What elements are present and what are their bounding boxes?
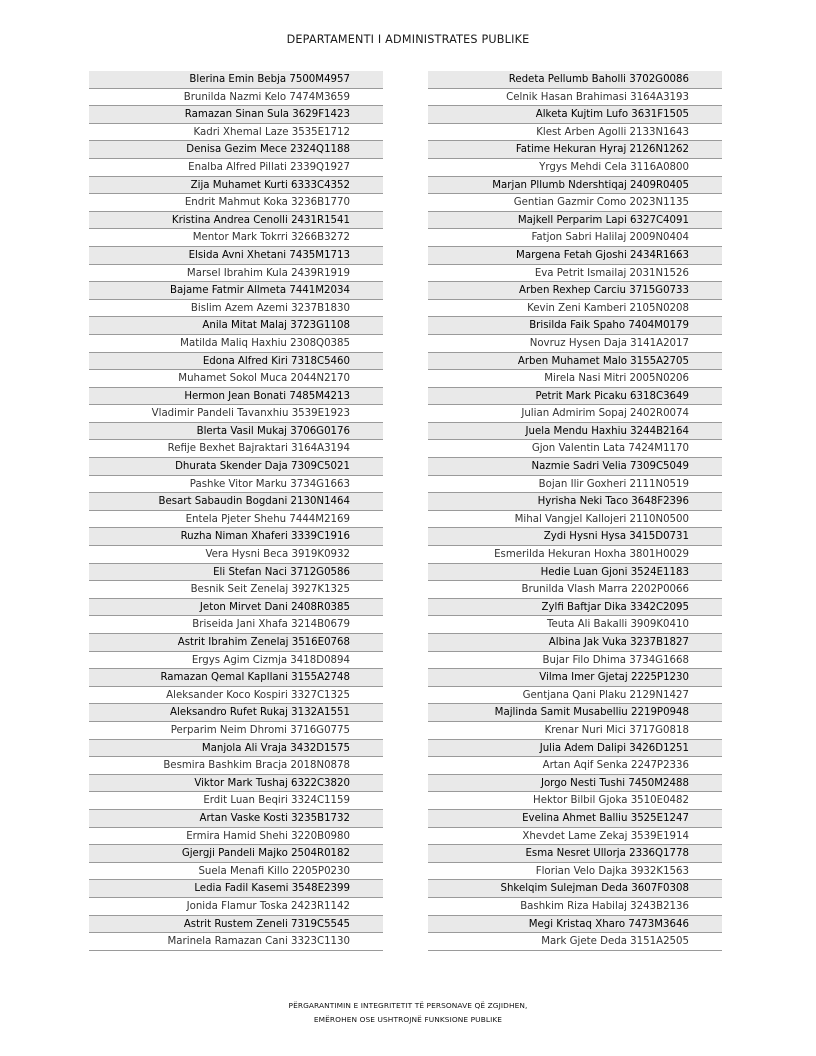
list-item: Ermira Hamid Shehi 3220B0980 bbox=[89, 828, 383, 846]
list-item: Petrit Mark Picaku 6318C3649 bbox=[428, 388, 722, 406]
list-item: Brunilda Nazmi Kelo 7474M3659 bbox=[89, 89, 383, 107]
list-item: Fatjon Sabri Halilaj 2009N0404 bbox=[428, 229, 722, 247]
list-item: Besnik Seit Zenelaj 3927K1325 bbox=[89, 581, 383, 599]
list-item: Jorgo Nesti Tushi 7450M2488 bbox=[428, 775, 722, 793]
list-item: Bujar Filo Dhima 3734G1668 bbox=[428, 652, 722, 670]
list-item: Hermon Jean Bonati 7485M4213 bbox=[89, 388, 383, 406]
list-item: Pashke Vitor Marku 3734G1663 bbox=[89, 476, 383, 494]
list-item: Esma Nesret Ullorja 2336Q1778 bbox=[428, 845, 722, 863]
list-item: Ruzha Niman Xhaferi 3339C1916 bbox=[89, 528, 383, 546]
list-item: Zija Muhamet Kurti 6333C4352 bbox=[89, 177, 383, 195]
list-item: Refije Bexhet Bajraktari 3164A3194 bbox=[89, 440, 383, 458]
list-item: Marsel Ibrahim Kula 2439R1919 bbox=[89, 265, 383, 283]
list-item: Hedie Luan Gjoni 3524E1183 bbox=[428, 564, 722, 582]
right-name-list bbox=[428, 71, 722, 951]
list-item: Manjola Ali Vraja 3432D1575 bbox=[89, 740, 383, 758]
list-item: Vilma Imer Gjetaj 2225P1230 bbox=[428, 669, 722, 687]
list-item: Blerta Vasil Mukaj 3706G0176 bbox=[89, 423, 383, 441]
list-item: Redeta Pellumb Baholli 3702G0086 bbox=[428, 71, 722, 89]
list-item: Arben Muhamet Malo 3155A2705 bbox=[428, 353, 722, 371]
footer-line-2: EMËROHEN OSE USHTROJNË FUNKSIONE PUBLIKE bbox=[313, 1014, 503, 1024]
list-item: Aleksandro Rufet Rukaj 3132A1551 bbox=[89, 704, 383, 722]
list-item: Anila Mitat Malaj 3723G1108 bbox=[89, 317, 383, 335]
list-item: Mirela Nasi Mitri 2005N0206 bbox=[428, 370, 722, 388]
list-item: Brisilda Faik Spaho 7404M0179 bbox=[428, 317, 722, 335]
list-item: Yrgys Mehdi Cela 3116A0800 bbox=[428, 159, 722, 177]
list-item: Bojan Ilir Goxheri 2111N0519 bbox=[428, 476, 722, 494]
list-item: Megi Kristaq Xharo 7473M3646 bbox=[428, 916, 722, 934]
list-item: Krenar Nuri Mici 3717G0818 bbox=[428, 722, 722, 740]
list-item: Enalba Alfred Pillati 2339Q1927 bbox=[89, 159, 383, 177]
list-item: Besart Sabaudin Bogdani 2130N1464 bbox=[89, 493, 383, 511]
list-item: Entela Pjeter Shehu 7444M2169 bbox=[89, 511, 383, 529]
list-item: Julia Adem Dalipi 3426D1251 bbox=[428, 740, 722, 758]
list-item: Briseida Jani Xhafa 3214B0679 bbox=[89, 616, 383, 634]
list-item: Mentor Mark Tokrri 3266B3272 bbox=[89, 229, 383, 247]
list-item: Blerina Emin Bebja 7500M4957 bbox=[89, 71, 383, 89]
list-item: Ramazan Qemal Kapllani 3155A2748 bbox=[89, 669, 383, 687]
list-item: Dhurata Skender Daja 7309C5021 bbox=[89, 458, 383, 476]
list-item: Klest Arben Agolli 2133N1643 bbox=[428, 124, 722, 142]
list-item: Astrit Ibrahim Zenelaj 3516E0768 bbox=[89, 634, 383, 652]
list-item: Margena Fetah Gjoshi 2434R1663 bbox=[428, 247, 722, 265]
list-item: Julian Admirim Sopaj 2402R0074 bbox=[428, 405, 722, 423]
list-item: Esmerilda Hekuran Hoxha 3801H0029 bbox=[428, 546, 722, 564]
list-item: Bislim Azem Azemi 3237B1830 bbox=[89, 300, 383, 318]
list-item: Matilda Maliq Haxhiu 2308Q0385 bbox=[89, 335, 383, 353]
list-item: Zylfi Baftjar Dika 3342C2095 bbox=[428, 599, 722, 617]
list-item: Perparim Neim Dhromi 3716G0775 bbox=[89, 722, 383, 740]
list-item: Teuta Ali Bakalli 3909K0410 bbox=[428, 616, 722, 634]
list-item: Majlinda Samit Musabelliu 2219P0948 bbox=[428, 704, 722, 722]
list-item: Bashkim Riza Habilaj 3243B2136 bbox=[428, 898, 722, 916]
list-item: Ledia Fadil Kasemi 3548E2399 bbox=[89, 880, 383, 898]
list-item: Marjan Pllumb Ndershtiqaj 2409R0405 bbox=[428, 177, 722, 195]
list-item: Hektor Bilbil Gjoka 3510E0482 bbox=[428, 792, 722, 810]
list-item: Shkelqim Sulejman Deda 3607F0308 bbox=[428, 880, 722, 898]
list-item: Novruz Hysen Daja 3141A2017 bbox=[428, 335, 722, 353]
list-item: Jonida Flamur Toska 2423R1142 bbox=[89, 898, 383, 916]
list-item: Artan Aqif Senka 2247P2336 bbox=[428, 757, 722, 775]
list-item: Vera Hysni Beca 3919K0932 bbox=[89, 546, 383, 564]
list-item: Celnik Hasan Brahimasi 3164A3193 bbox=[428, 89, 722, 107]
list-item: Muhamet Sokol Muca 2044N2170 bbox=[89, 370, 383, 388]
list-item: Marinela Ramazan Cani 3323C1130 bbox=[89, 933, 383, 951]
list-item: Eva Petrit Ismailaj 2031N1526 bbox=[428, 265, 722, 283]
list-item: Kristina Andrea Cenolli 2431R1541 bbox=[89, 212, 383, 230]
list-item: Aleksander Koco Kospiri 3327C1325 bbox=[89, 687, 383, 705]
list-item: Gjon Valentin Lata 7424M1170 bbox=[428, 440, 722, 458]
list-item: Mark Gjete Deda 3151A2505 bbox=[428, 933, 722, 951]
list-item: Suela Menafi Killo 2205P0230 bbox=[89, 863, 383, 881]
list-item: Ramazan Sinan Sula 3629F1423 bbox=[89, 106, 383, 124]
page-title: DEPARTAMENTI I ADMINISTRATES PUBLIKE bbox=[286, 33, 530, 46]
list-item: Alketa Kujtim Lufo 3631F1505 bbox=[428, 106, 722, 124]
list-item: Vladimir Pandeli Tavanxhiu 3539E1923 bbox=[89, 405, 383, 423]
list-item: Erdit Luan Beqiri 3324C1159 bbox=[89, 792, 383, 810]
left-name-list bbox=[89, 71, 383, 951]
list-item: Eli Stefan Naci 3712G0586 bbox=[89, 564, 383, 582]
list-item: Ergys Agim Cizmja 3418D0894 bbox=[89, 652, 383, 670]
list-item: Albina Jak Vuka 3237B1827 bbox=[428, 634, 722, 652]
list-item: Denisa Gezim Mece 2324Q1188 bbox=[89, 141, 383, 159]
list-item: Zydi Hysni Hysa 3415D0731 bbox=[428, 528, 722, 546]
list-item: Juela Mendu Haxhiu 3244B2164 bbox=[428, 423, 722, 441]
list-item: Hyrisha Neki Taco 3648F2396 bbox=[428, 493, 722, 511]
list-item: Artan Vaske Kosti 3235B1732 bbox=[89, 810, 383, 828]
list-item: Nazmie Sadri Velia 7309C5049 bbox=[428, 458, 722, 476]
list-item: Brunilda Vlash Marra 2202P0066 bbox=[428, 581, 722, 599]
list-item: Kadri Xhemal Laze 3535E1712 bbox=[89, 124, 383, 142]
list-item: Bajame Fatmir Allmeta 7441M2034 bbox=[89, 282, 383, 300]
list-item: Fatime Hekuran Hyraj 2126N1262 bbox=[428, 141, 722, 159]
list-item: Viktor Mark Tushaj 6322C3820 bbox=[89, 775, 383, 793]
list-item: Arben Rexhep Carciu 3715G0733 bbox=[428, 282, 722, 300]
list-item: Mihal Vangjel Kallojeri 2110N0500 bbox=[428, 511, 722, 529]
list-item: Besmira Bashkim Bracja 2018N0878 bbox=[89, 757, 383, 775]
page-footer bbox=[0, 999, 816, 1026]
list-item: Evelina Ahmet Balliu 3525E1247 bbox=[428, 810, 722, 828]
list-item: Astrit Rustem Zeneli 7319C5545 bbox=[89, 916, 383, 934]
list-item: Gentian Gazmir Como 2023N1135 bbox=[428, 194, 722, 212]
list-item: Kevin Zeni Kamberi 2105N0208 bbox=[428, 300, 722, 318]
list-item: Gjergji Pandeli Majko 2504R0182 bbox=[89, 845, 383, 863]
list-item: Elsida Avni Xhetani 7435M1713 bbox=[89, 247, 383, 265]
list-item: Florian Velo Dajka 3932K1563 bbox=[428, 863, 722, 881]
list-item: Edona Alfred Kiri 7318C5460 bbox=[89, 353, 383, 371]
footer-line-1: PËRGARANTIMIN E INTEGRITETIT TË PERSONAVE QË ZGJIDHEN, bbox=[288, 1001, 528, 1010]
list-item: Endrit Mahmut Koka 3236B1770 bbox=[89, 194, 383, 212]
list-item: Majkell Perparim Lapi 6327C4091 bbox=[428, 212, 722, 230]
list-item: Xhevdet Lame Zekaj 3539E1914 bbox=[428, 828, 722, 846]
list-item: Jeton Mirvet Dani 2408R0385 bbox=[89, 599, 383, 617]
list-item: Gentjana Qani Plaku 2129N1427 bbox=[428, 687, 722, 705]
